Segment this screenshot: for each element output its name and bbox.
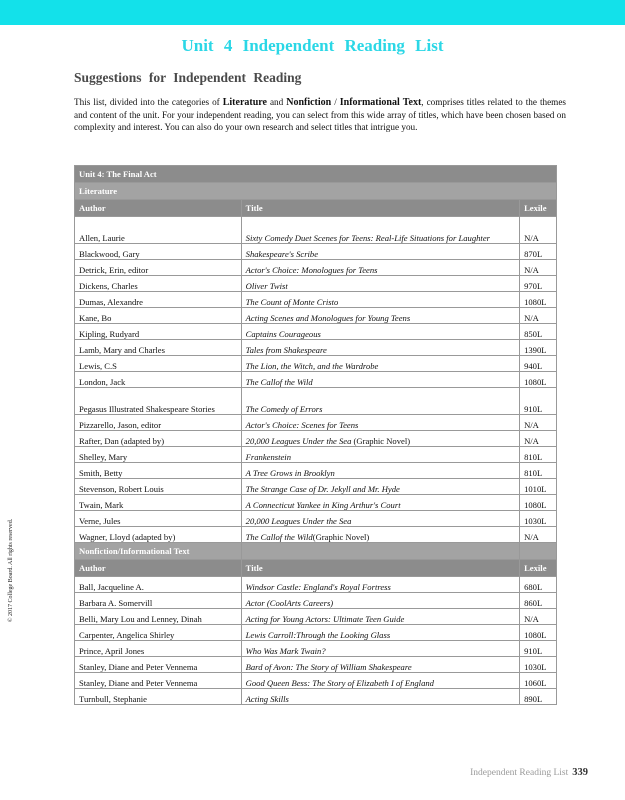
footer-label: Independent Reading List	[470, 768, 569, 778]
table-row	[75, 463, 557, 479]
lexile-cell: 1010L	[520, 479, 557, 495]
nonfiction-section-row	[75, 543, 557, 560]
reading-list-table	[74, 165, 557, 705]
author-cell: Kane, Bo	[75, 308, 242, 324]
author-header: Author	[75, 200, 242, 217]
title-text: Good Queen Bess: The Story of Elizabeth I of England	[245, 678, 434, 688]
nonfiction-header-row	[75, 560, 557, 577]
title-cell	[241, 276, 519, 292]
title-format-note: (Graphic Novel)	[351, 436, 411, 446]
table-row	[75, 577, 557, 593]
title-text: 20,000 Leagues Under the Sea	[245, 516, 352, 526]
title-text: Captains Courageous	[245, 329, 321, 339]
lexile-cell: N/A	[520, 415, 557, 431]
author-cell: Dumas, Alexandre	[75, 292, 242, 308]
lexile-cell: 860L	[520, 593, 557, 609]
lexile-cell: N/A	[520, 308, 557, 324]
title-cell	[241, 577, 519, 593]
title-cell	[241, 609, 519, 625]
author-cell: Stevenson, Robert Louis	[75, 479, 242, 495]
intro-text: , comprises titles related to the themes and content of the unit. For your independent reading, you can select from this wide array of titles, which have been chosen based on complexity and interest. You can also do your own research and select titles that intrigue you.	[74, 97, 566, 133]
table-row	[75, 625, 557, 641]
unit-row	[75, 166, 557, 183]
table-row	[75, 260, 557, 276]
title-text: Frankenstein	[245, 452, 291, 462]
author-cell: Rafter, Dan (adapted by)	[75, 431, 242, 447]
title-cell	[241, 356, 519, 372]
intro-text: and	[266, 97, 287, 107]
author-cell: Stanley, Diane and Peter Vennema	[75, 673, 242, 689]
section-subtitle: Suggestions for Independent Reading	[74, 70, 302, 85]
lexile-cell: N/A	[520, 527, 557, 543]
intro-text: /	[331, 97, 340, 107]
author-cell: Twain, Mark	[75, 495, 242, 511]
table-row	[75, 340, 557, 356]
title-text: Windsor Castle: England's Royal Fortress	[245, 582, 391, 592]
title-cell	[241, 388, 519, 415]
title-text: Acting for Young Actors: Ultimate Teen Guide	[245, 614, 405, 624]
table-row	[75, 641, 557, 657]
author-cell: London, Jack	[75, 372, 242, 388]
author-cell: Prince, April Jones	[75, 641, 242, 657]
title-cell	[241, 324, 519, 340]
lexile-cell: 940L	[520, 356, 557, 372]
title-text: The Callof the Wild	[245, 377, 313, 387]
author-cell: Lewis, C.S	[75, 356, 242, 372]
lexile-cell: 890L	[520, 689, 557, 705]
author-cell: Shelley, Mary	[75, 447, 242, 463]
table-row	[75, 244, 557, 260]
table-row	[75, 511, 557, 527]
table-row	[75, 431, 557, 447]
title-cell	[241, 463, 519, 479]
title-text: Actor's Choice: Monologues for Teens	[245, 265, 378, 275]
author-cell: Smith, Betty	[75, 463, 242, 479]
page-number: 339	[572, 767, 588, 778]
title-cell	[241, 340, 519, 356]
author-cell: Belli, Mary Lou and Lenney, Dinah	[75, 609, 242, 625]
intro-paragraph	[74, 96, 566, 134]
literature-header-row	[75, 200, 557, 217]
table-row	[75, 388, 557, 415]
title-text: The Count of Monte Cristo	[245, 297, 339, 307]
lexile-cell: 910L	[520, 641, 557, 657]
title-cell	[241, 431, 519, 447]
title-text: Tales from Shakespeare	[245, 345, 327, 355]
title-text: A Connecticut Yankee in King Arthur's Court	[245, 500, 401, 510]
title-text: Actor (CoolArts Careers)	[245, 598, 334, 608]
lexile-cell: 1060L	[520, 673, 557, 689]
author-cell: Ball, Jacqueline A.	[75, 577, 242, 593]
title-text: 20,000 Leagues Under the Sea	[245, 436, 352, 446]
title-text: Acting Skills	[245, 694, 289, 704]
title-cell	[241, 447, 519, 463]
title-text: Oliver Twist	[245, 281, 288, 291]
lexile-header: Lexile	[520, 200, 557, 217]
title-cell	[241, 372, 519, 388]
intro-informational-term: Informational Text	[339, 97, 422, 108]
title-header: Title	[241, 560, 519, 577]
table-row	[75, 495, 557, 511]
table-row	[75, 324, 557, 340]
title-text: The Strange Case of Dr. Jekyll and Mr. Hyde	[245, 484, 400, 494]
title-format-note: (Graphic Novel)	[312, 532, 370, 542]
title-cell	[241, 244, 519, 260]
table-row	[75, 657, 557, 673]
empty-cell	[520, 543, 557, 560]
empty-cell	[241, 543, 519, 560]
nonfiction-label: Nonfiction/Informational Text	[75, 543, 242, 560]
title-text: A Tree Grows in Brooklyn	[245, 468, 335, 478]
lexile-cell: 1030L	[520, 657, 557, 673]
author-cell: Turnbull, Stephanie	[75, 689, 242, 705]
title-cell	[241, 511, 519, 527]
lexile-header: Lexile	[520, 560, 557, 577]
lexile-cell: 1080L	[520, 495, 557, 511]
title-cell	[241, 657, 519, 673]
unit-label: Unit 4: The Final Act	[75, 166, 557, 183]
author-cell: Allen, Laurie	[75, 217, 242, 244]
author-cell: Wagner, Lloyd (adapted by)	[75, 527, 242, 543]
lexile-cell: N/A	[520, 260, 557, 276]
author-cell: Pegasus Illustrated Shakespeare Stories	[75, 388, 242, 415]
table-row	[75, 276, 557, 292]
title-text: Actor's Choice: Scenes for Teens	[245, 420, 359, 430]
title-cell	[241, 625, 519, 641]
author-cell: Carpenter, Angelica Shirley	[75, 625, 242, 641]
lexile-cell: 910L	[520, 388, 557, 415]
lexile-cell: N/A	[520, 609, 557, 625]
table-row	[75, 415, 557, 431]
lexile-cell: 970L	[520, 276, 557, 292]
literature-label: Literature	[75, 183, 557, 200]
table-row	[75, 308, 557, 324]
title-cell	[241, 415, 519, 431]
author-cell: Pizzarello, Jason, editor	[75, 415, 242, 431]
author-cell: Lamb, Mary and Charles	[75, 340, 242, 356]
title-text: The Lion, the Witch, and the Wardrobe	[245, 361, 379, 371]
table-row	[75, 292, 557, 308]
lexile-cell: 1080L	[520, 372, 557, 388]
table-row	[75, 527, 557, 543]
author-cell: Verne, Jules	[75, 511, 242, 527]
title-cell	[241, 217, 519, 244]
table-row	[75, 689, 557, 705]
author-cell: Dickens, Charles	[75, 276, 242, 292]
top-color-band	[0, 0, 625, 25]
lexile-cell: 1080L	[520, 292, 557, 308]
table-row	[75, 217, 557, 244]
page-title: Unit 4 Independent Reading List	[181, 36, 444, 55]
title-cell	[241, 641, 519, 657]
author-cell: Detrick, Erin, editor	[75, 260, 242, 276]
author-cell: Blackwood, Gary	[75, 244, 242, 260]
table-row	[75, 609, 557, 625]
title-cell	[241, 673, 519, 689]
intro-nonfiction-term: Nonfiction	[286, 97, 332, 108]
lexile-cell: 810L	[520, 463, 557, 479]
lexile-cell: 1080L	[520, 625, 557, 641]
title-text: Shakespeare's Scribe	[245, 249, 319, 259]
title-cell	[241, 495, 519, 511]
lexile-cell: 850L	[520, 324, 557, 340]
title-cell	[241, 527, 519, 543]
title-header: Title	[241, 200, 519, 217]
title-cell	[241, 479, 519, 495]
author-header: Author	[75, 560, 242, 577]
lexile-cell: 680L	[520, 577, 557, 593]
table-row	[75, 372, 557, 388]
lexile-cell: N/A	[520, 217, 557, 244]
title-text: Sixty Comedy Duet Scenes for Teens: Real-Life Situations for Laughter	[245, 233, 490, 243]
table-row	[75, 356, 557, 372]
lexile-cell: 870L	[520, 244, 557, 260]
table-row	[75, 593, 557, 609]
title-cell	[241, 308, 519, 324]
title-text: Lewis Carroll:Through the Looking Glass	[245, 630, 391, 640]
title-text: Bard of Avon: The Story of William Shakespeare	[245, 662, 412, 672]
copyright-notice: © 2017 College Board. All rights reserved.	[8, 518, 14, 622]
page-footer	[470, 767, 588, 778]
intro-literature-term: Literature	[222, 97, 267, 108]
table-row	[75, 479, 557, 495]
title-text: The Comedy of Errors	[245, 404, 323, 414]
author-cell: Kipling, Rudyard	[75, 324, 242, 340]
table-row	[75, 673, 557, 689]
table-row	[75, 447, 557, 463]
lexile-cell: 1390L	[520, 340, 557, 356]
lexile-cell: 1030L	[520, 511, 557, 527]
title-text: Who Was Mark Twain?	[245, 646, 326, 656]
author-cell: Barbara A. Somervill	[75, 593, 242, 609]
title-cell	[241, 593, 519, 609]
lexile-cell: 810L	[520, 447, 557, 463]
title-text: The Callof the Wild	[245, 532, 313, 542]
lexile-cell: N/A	[520, 431, 557, 447]
literature-section-row	[75, 183, 557, 200]
title-cell	[241, 689, 519, 705]
author-cell: Stanley, Diane and Peter Vennema	[75, 657, 242, 673]
title-cell	[241, 292, 519, 308]
intro-text: This list, divided into the categories of	[74, 97, 223, 107]
title-text: Acting Scenes and Monologues for Young Teens	[245, 313, 411, 323]
title-cell	[241, 260, 519, 276]
